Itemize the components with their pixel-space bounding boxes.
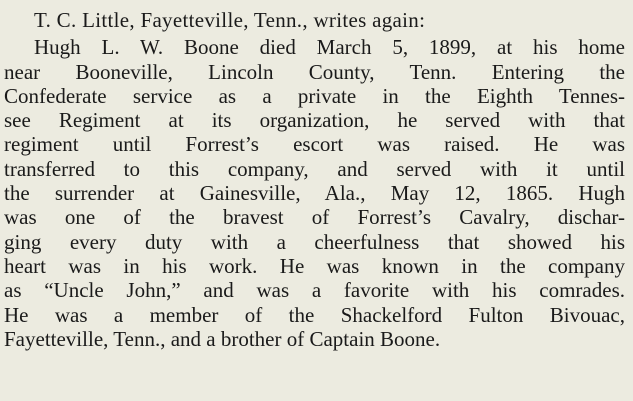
paragraph-line: Fayetteville, Tenn., and a brother of Captain Boone. [4,326,441,351]
paragraph-line: Hugh L. W. Boone died March 5, 1899, at his home [34,35,625,60]
paragraph-line: regiment until Forrest’s escort was raised. He was [4,132,625,157]
paragraph-line: the surrender at Gainesville, Ala., May 12, 1865. Hugh [4,181,625,206]
paragraph-line: transferred to this company, and served with it until [4,156,625,181]
paragraph-line: see Regiment at its organization, he served with that [4,108,625,133]
paragraph-line: near Booneville, Lincoln County, Tenn. Entering the [4,59,625,84]
paragraph-line: was one of the bravest of Forrest’s Cavalry, dischar- [4,205,625,230]
letter-heading: T. C. Little, Fayetteville, Tenn., writes again: [34,8,426,32]
paragraph-line: He was a member of the Shackelford Fulton Bivouac, [4,302,625,327]
paragraph-line: heart was in his work. He was known in the company [4,253,625,278]
paragraph-line: Confederate service as a private in the Eighth Tennes- [4,83,625,108]
obituary-paragraph [4,35,625,351]
paragraph-line: as “Uncle John,” and was a favorite with his comrades. [4,278,625,303]
paragraph-line: ging every duty with a cheerfulness that showed his [4,229,625,254]
